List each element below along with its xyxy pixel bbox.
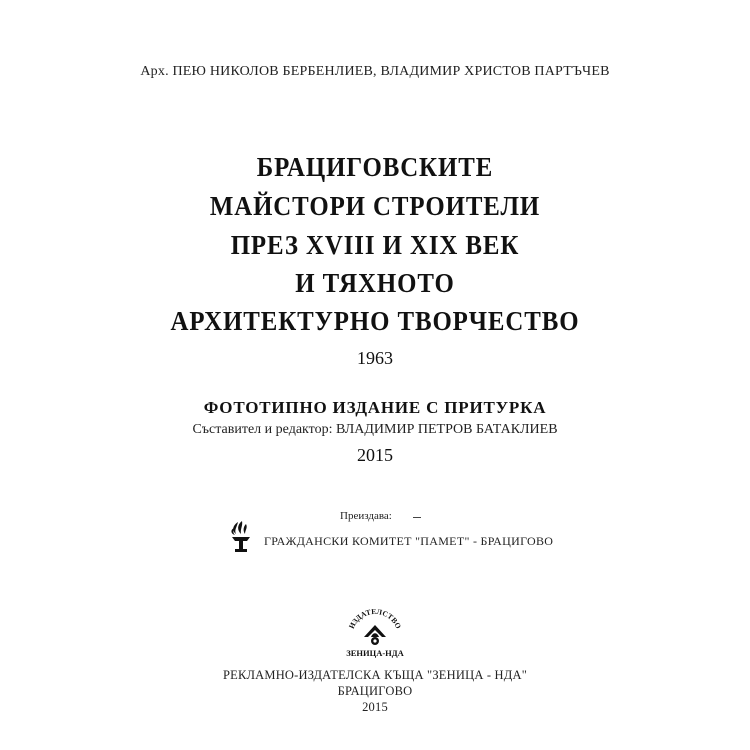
torch-flame-icon [226,520,256,554]
publishing-house-year: 2015 [362,700,388,714]
edition-year: 2015 [357,445,393,465]
logo-name-text: ЗЕНИЦА-НДА [346,648,404,658]
publishing-house-name: РЕКЛАМНО-ИЗДАТЕЛСКА КЪЩА "ЗЕНИЦА - НДА" [222,668,528,682]
editor-label: Съставител и редактор: [192,422,333,437]
book-title-line-2: МАЙСТОРИ СТРОИТЕЛИ [209,191,541,221]
book-title-line-1: БРАЦИГОВСКИТЕ [256,152,494,182]
edition-title: ФОТОТИПНО ИЗДАНИЕ С ПРИТУРКА [203,398,547,417]
book-title-line-3: ПРЕЗ XVIII И XIX ВЕК [230,230,520,260]
dash-mark [413,517,421,518]
publisher-name: ГРАЖДАНСКИ КОМИТЕТ "ПАМЕТ" - БРАЦИГОВО [264,534,554,548]
book-title-line-4: И ТЯХНОТО [295,268,455,298]
zenitsa-nda-logo [342,607,408,659]
original-year: 1963 [357,348,393,368]
book-title-line-5: АРХИТЕКТУРНО ТВОРЧЕСТВО [170,306,580,336]
authors-line: Арх. ПЕЮ НИКОЛОВ БЕРБЕНЛИЕВ, ВЛАДИМИР ХРИСТОВ ПАРТЪЧЕВ [140,64,610,79]
republish-label: Преиздава: [340,510,392,522]
editor-name: ВЛАДИМИР ПЕТРОВ БАТАКЛИЕВ [335,422,558,437]
editor-line [0,422,750,438]
publishing-house-city: БРАЦИГОВО [337,684,413,698]
svg-text:ИЗДАТЕЛСТВО: ИЗДАТЕЛСТВО [346,607,404,631]
